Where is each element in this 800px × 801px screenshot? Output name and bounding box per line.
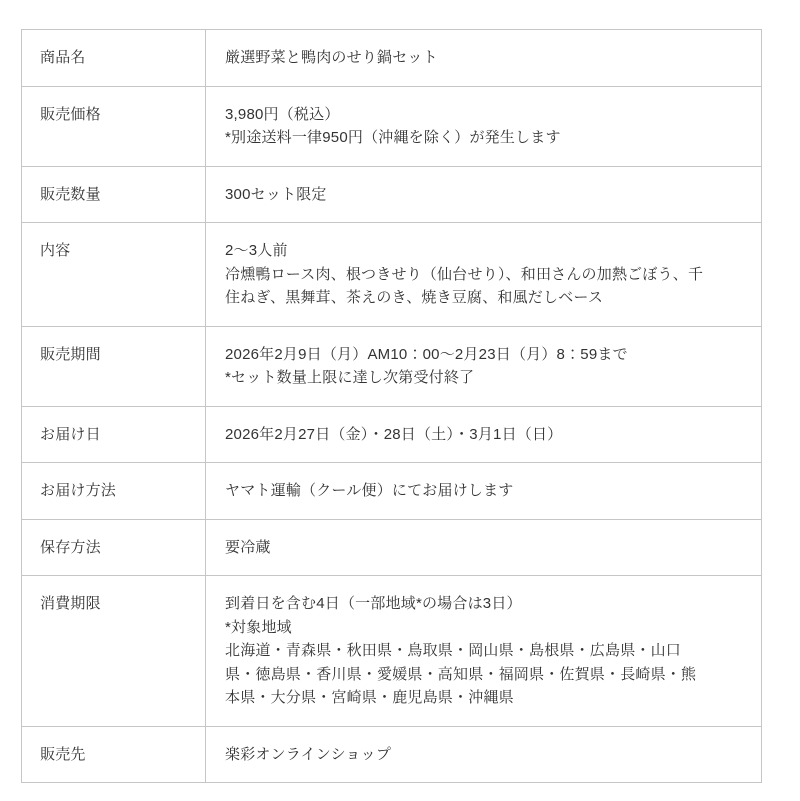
row-label: 消費期限 (22, 576, 206, 727)
value-line: 楽彩オンラインショップ (225, 745, 392, 763)
row-value (206, 726, 762, 783)
value-line: 300セット限定 (225, 185, 327, 203)
row-label: 商品名 (22, 30, 206, 87)
value-line: 2026年2月27日（金）・28日（土）・3月1日（日） (225, 425, 563, 443)
value-line: 3,980円（税込） (225, 105, 340, 123)
row-value (206, 406, 762, 463)
row-label: 内容 (22, 223, 206, 327)
table-row (22, 166, 762, 223)
table-row (22, 463, 762, 520)
value-line: 到着日を含む4日（一部地域*の場合は3日） (225, 595, 522, 612)
value-line: 2〜3人前 (225, 242, 288, 259)
value-line: *別途送料一律950円（沖縄を除く）が発生します (225, 129, 561, 146)
row-label: お届け日 (22, 406, 206, 463)
table-row (22, 30, 762, 87)
table-body (22, 30, 762, 783)
table-row (22, 406, 762, 463)
row-value (206, 30, 762, 87)
product-info-table (21, 29, 762, 783)
table-row (22, 726, 762, 783)
row-value (206, 576, 762, 727)
row-value (206, 519, 762, 576)
row-value (206, 166, 762, 223)
row-label: 販売期間 (22, 326, 206, 406)
row-value (206, 463, 762, 520)
table-row (22, 86, 762, 166)
row-label: 販売価格 (22, 86, 206, 166)
value-line: 北海道・青森県・秋田県・鳥取県・岡山県・島根県・広島県・山口県・徳島県・香川県・愛媛県・高知県・福岡県・佐賀県・長崎県・熊本県・大分県・宮崎県・鹿児島県・沖縄県 (225, 642, 697, 706)
row-label: 販売先 (22, 726, 206, 783)
row-label: 販売数量 (22, 166, 206, 223)
value-line: 2026年2月9日（月）AM10：00〜2月23日（月）8：59まで (225, 345, 628, 363)
table-row (22, 326, 762, 406)
value-line: 要冷蔵 (225, 538, 271, 556)
value-line: 厳選野菜と鴨肉のせり鍋セット (225, 49, 438, 66)
value-line: 冷燻鴨ロース肉、根つきせり（仙台せり）、和田さんの加熱ごぼう、千住ねぎ、黒舞茸、茶えのき、焼き豆腐、和風だしベース (225, 265, 704, 306)
table-row (22, 223, 762, 327)
row-value (206, 223, 762, 327)
row-label: お届け方法 (22, 463, 206, 520)
value-line: ヤマト運輸（クール便）にてお届けします (225, 482, 514, 499)
product-info-section (21, 29, 762, 783)
value-line: *セット数量上限に達し次第受付終了 (225, 369, 475, 386)
value-line: *対象地域 (225, 618, 292, 636)
table-row (22, 576, 762, 727)
row-value (206, 86, 762, 166)
row-value (206, 326, 762, 406)
row-label: 保存方法 (22, 519, 206, 576)
table-row (22, 519, 762, 576)
